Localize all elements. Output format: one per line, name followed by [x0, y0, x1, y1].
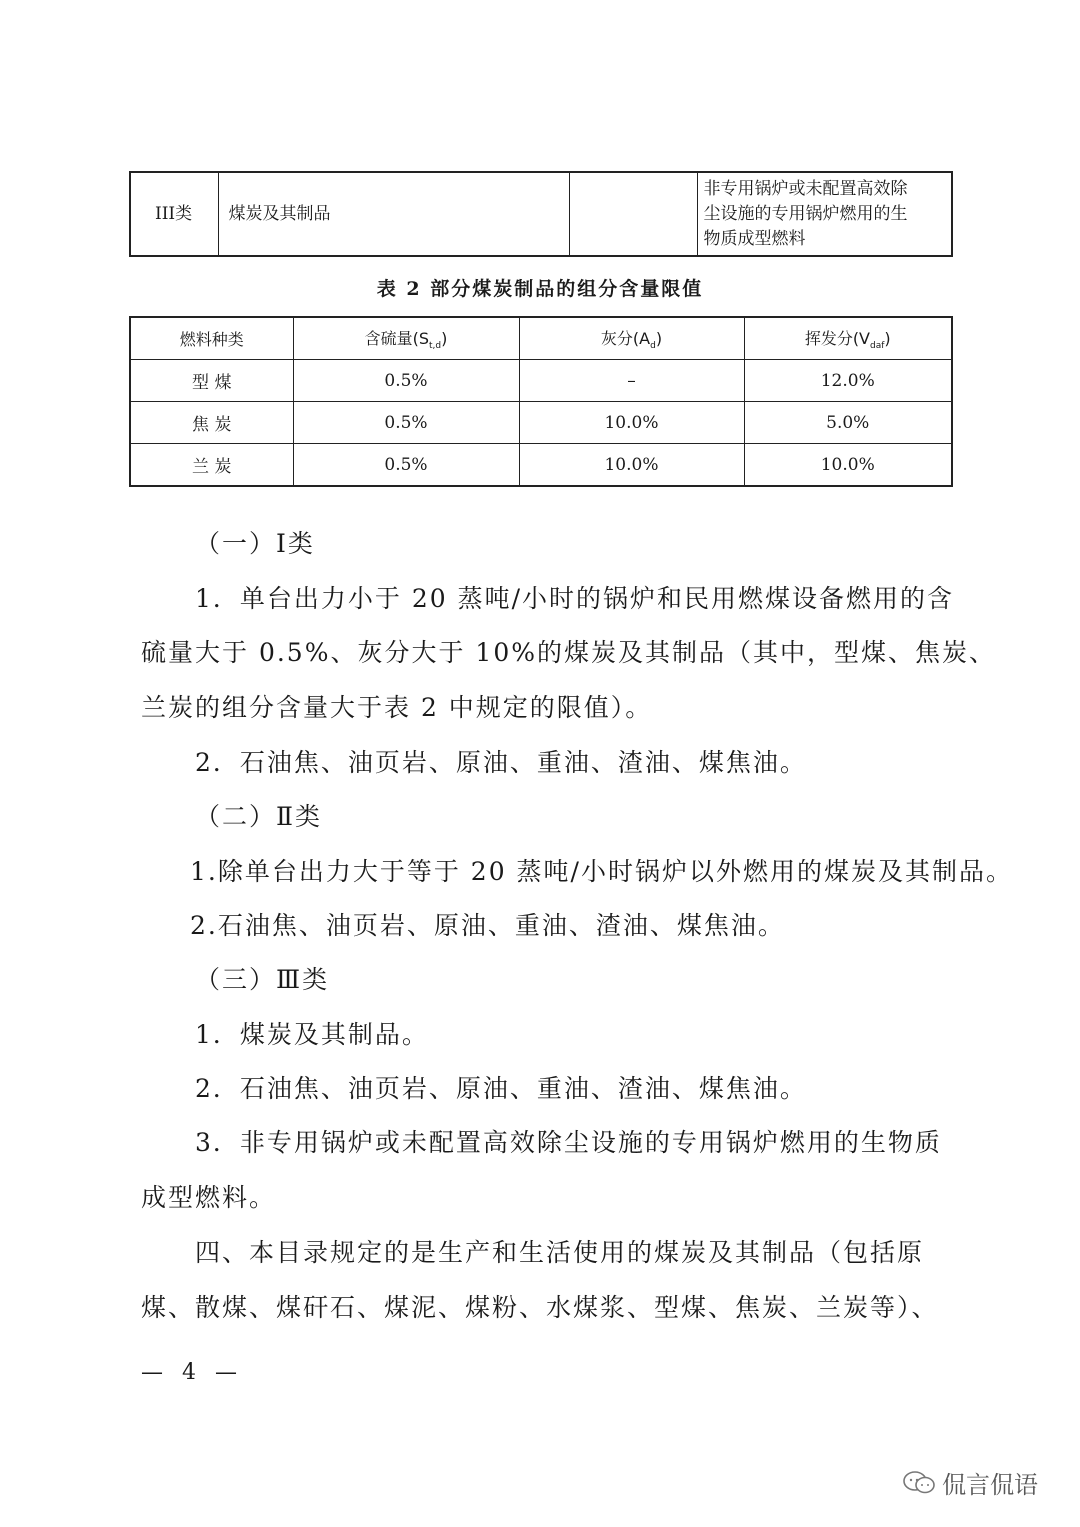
row-sulfur: 0.5%: [293, 444, 519, 487]
section-heading-class-3: （三）Ⅲ类: [195, 965, 330, 994]
row-sulfur: 0.5%: [293, 360, 519, 402]
fuel-category-table-continued: [129, 171, 953, 257]
table-row: [130, 402, 952, 444]
chat-bubbles-icon: [902, 1470, 936, 1496]
row-sulfur: 0.5%: [293, 402, 519, 444]
paragraph-line: 四、本目录规定的是生产和生活使用的煤炭及其制品（包括原: [195, 1238, 925, 1267]
row-volatile: 5.0%: [744, 402, 952, 444]
watermark-text: 侃言侃语: [942, 1471, 1038, 1499]
header-ash: 灰分$(A_d)$: [519, 317, 744, 360]
table-row: [130, 444, 952, 487]
section-heading-class-1: （一）Ⅰ类: [195, 529, 315, 558]
note-line: 尘设施的专用锅炉燃用的生: [703, 203, 908, 224]
section-heading-class-2: （二）Ⅱ类: [195, 802, 322, 831]
paragraph-line: 1．单台出力小于 20 蒸吨/小时的锅炉和民用燃煤设备燃用的含: [195, 584, 955, 613]
note-cell: [697, 172, 952, 256]
table-header-row: [130, 317, 952, 360]
fuel-cell: 煤炭及其制品: [218, 172, 569, 256]
empty-cell: [569, 172, 697, 256]
paragraph-line: 3．非专用锅炉或未配置高效除尘设施的专用锅炉燃用的生物质: [195, 1128, 942, 1157]
note-line: 物质成型燃料: [703, 228, 806, 249]
paragraph-line: 2．石油焦、油页岩、原油、重油、渣油、煤焦油。: [195, 1074, 807, 1103]
row-name: 焦 炭: [130, 402, 293, 444]
paragraph-line: 1.除单台出力大于等于 20 蒸吨/小时锅炉以外燃用的煤炭及其制品。: [190, 857, 1013, 886]
paragraph-line: 2.石油焦、油页岩、原油、重油、渣油、煤焦油。: [190, 911, 785, 940]
table-row: [130, 172, 952, 256]
row-volatile: 12.0%: [744, 360, 952, 402]
paragraph-line: 1．煤炭及其制品。: [195, 1020, 429, 1049]
header-sulfur: 含硫量$(S_{t,d})$: [293, 317, 519, 360]
row-name: 兰 炭: [130, 444, 293, 487]
table-row: [130, 360, 952, 402]
note-line: 非专用锅炉或未配置高效除: [703, 178, 908, 199]
category-cell: III类: [130, 172, 218, 256]
coal-products-limit-table: [129, 316, 953, 487]
row-ash: 10.0%: [519, 444, 744, 487]
paragraph-line: 成型燃料。: [141, 1183, 277, 1212]
table2-title: 表 2 部分煤炭制品的组分含量限值: [376, 278, 704, 300]
page-number: — 4 —: [141, 1360, 243, 1385]
row-ash: 10.0%: [519, 402, 744, 444]
row-volatile: 10.0%: [744, 444, 952, 487]
row-name: 型 煤: [130, 360, 293, 402]
row-ash: –: [519, 360, 744, 402]
paragraph-line: 硫量大于 0.5%、灰分大于 10%的煤炭及其制品（其中，型煤、焦炭、: [141, 638, 996, 667]
paragraph-line: 兰炭的组分含量大于表 2 中规定的限值）。: [141, 693, 653, 722]
paragraph-line: 煤、散煤、煤矸石、煤泥、煤粉、水煤浆、型煤、焦炭、兰炭等）、: [141, 1293, 939, 1322]
header-volatile: 挥发分$(V_{daf})$: [744, 317, 952, 360]
paragraph-line: 2．石油焦、油页岩、原油、重油、渣油、煤焦油。: [195, 748, 807, 777]
watermark: [902, 1465, 1038, 1500]
header-fuel-type: 燃料种类: [130, 317, 293, 360]
